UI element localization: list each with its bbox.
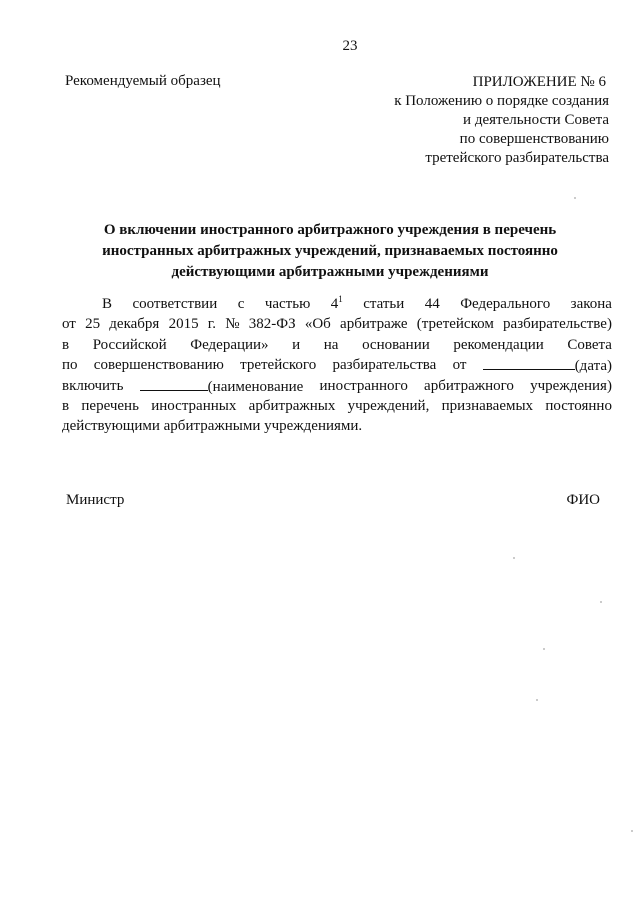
institution-name-blank-line <box>140 376 208 391</box>
body-word: частью <box>264 296 311 312</box>
appendix-title: ПРИЛОЖЕНИЕ № 6 <box>472 74 606 90</box>
body-word: в <box>62 397 70 414</box>
body-word: г. <box>207 316 216 333</box>
appendix-line: третейского разбирательства <box>425 150 609 166</box>
body-word: арбитраже <box>340 316 408 333</box>
body-word: арбитражного <box>424 377 514 394</box>
body-word: на <box>323 336 339 353</box>
title-line: О включении иностранного арбитражного учреждения в перечень <box>103 222 557 238</box>
body-word: «Об <box>304 316 331 333</box>
scan-speck <box>600 601 602 603</box>
scan-speck <box>513 557 515 559</box>
body-word: от <box>62 316 76 333</box>
body-word: Совета <box>567 336 612 353</box>
body-word: В <box>102 296 113 312</box>
sample-label: Рекомендуемый образец <box>65 73 221 89</box>
body-word: учреждения) <box>530 377 612 394</box>
body-word: перечень <box>81 397 139 414</box>
scan-speck <box>574 197 576 199</box>
body-last-line: действующими арбитражными учреждениями. <box>62 418 363 435</box>
appendix-line: по совершенствованию <box>459 131 609 147</box>
scan-speck <box>631 830 633 832</box>
body-paragraph <box>62 294 612 437</box>
page-number: 23 <box>342 38 358 54</box>
body-line <box>62 355 612 375</box>
body-word: статьи <box>363 296 405 312</box>
body-word: иностранных <box>151 397 237 414</box>
body-word: включить <box>62 377 124 394</box>
body-word: третейского <box>240 357 317 374</box>
body-word: № <box>225 316 240 333</box>
body-line <box>62 294 612 314</box>
body-word: арбитражных <box>248 397 336 414</box>
body-word: Федерации» <box>190 336 269 353</box>
part-number-value: 4 <box>330 296 339 312</box>
body-word: признаваемых <box>441 397 534 414</box>
body-word: 2015 <box>168 316 199 333</box>
body-line <box>62 314 612 334</box>
institution-name-label: (наименование <box>207 378 304 395</box>
scan-speck <box>536 699 538 701</box>
body-word: закона <box>570 296 612 312</box>
body-line <box>62 335 612 355</box>
body-word: 25 <box>85 316 101 333</box>
title-line: действующими арбитражными учреждениями <box>171 264 489 280</box>
date-field <box>483 355 612 375</box>
appendix-block <box>394 73 609 168</box>
date-field-label: (дата) <box>574 358 612 375</box>
body-word: от <box>452 357 467 374</box>
body-word: и <box>292 336 301 353</box>
body-word: учреждений, <box>347 397 430 414</box>
date-blank-line <box>483 355 575 370</box>
title-line: иностранных арбитражных учреждений, признаваемых постоянно <box>102 243 558 259</box>
body-word: иностранного <box>319 377 408 394</box>
body-word: Российской <box>92 336 167 353</box>
signature-name: ФИО <box>566 492 600 508</box>
signature-position: Министр <box>66 492 125 508</box>
body-word: основании <box>362 336 430 353</box>
appendix-line: к Положению о порядке создания <box>394 93 609 109</box>
body-word: разбирательстве) <box>503 316 612 333</box>
body-word: 44 <box>424 296 440 312</box>
body-line <box>62 416 612 436</box>
body-word: разбирательства <box>332 357 437 374</box>
body-word: в <box>62 336 70 353</box>
institution-name-field <box>140 376 304 396</box>
part-number-superscript: 1 <box>338 294 343 304</box>
body-word: рекомендации <box>453 336 544 353</box>
body-word: 382-ФЗ <box>248 316 296 333</box>
body-word: совершенствованию <box>93 357 224 374</box>
body-word: (третейском <box>416 316 494 333</box>
body-word: декабря <box>109 316 160 333</box>
body-word: соответствии <box>132 296 218 312</box>
document-title <box>60 220 600 283</box>
body-line <box>62 376 612 396</box>
body-word: с <box>237 296 245 312</box>
appendix-line: и деятельности Совета <box>463 112 609 128</box>
body-line <box>62 396 612 416</box>
part-number <box>331 294 343 314</box>
body-word: Федерального <box>460 296 551 312</box>
body-word: постоянно <box>545 397 612 414</box>
body-word: по <box>62 357 78 374</box>
scan-speck <box>543 648 545 650</box>
